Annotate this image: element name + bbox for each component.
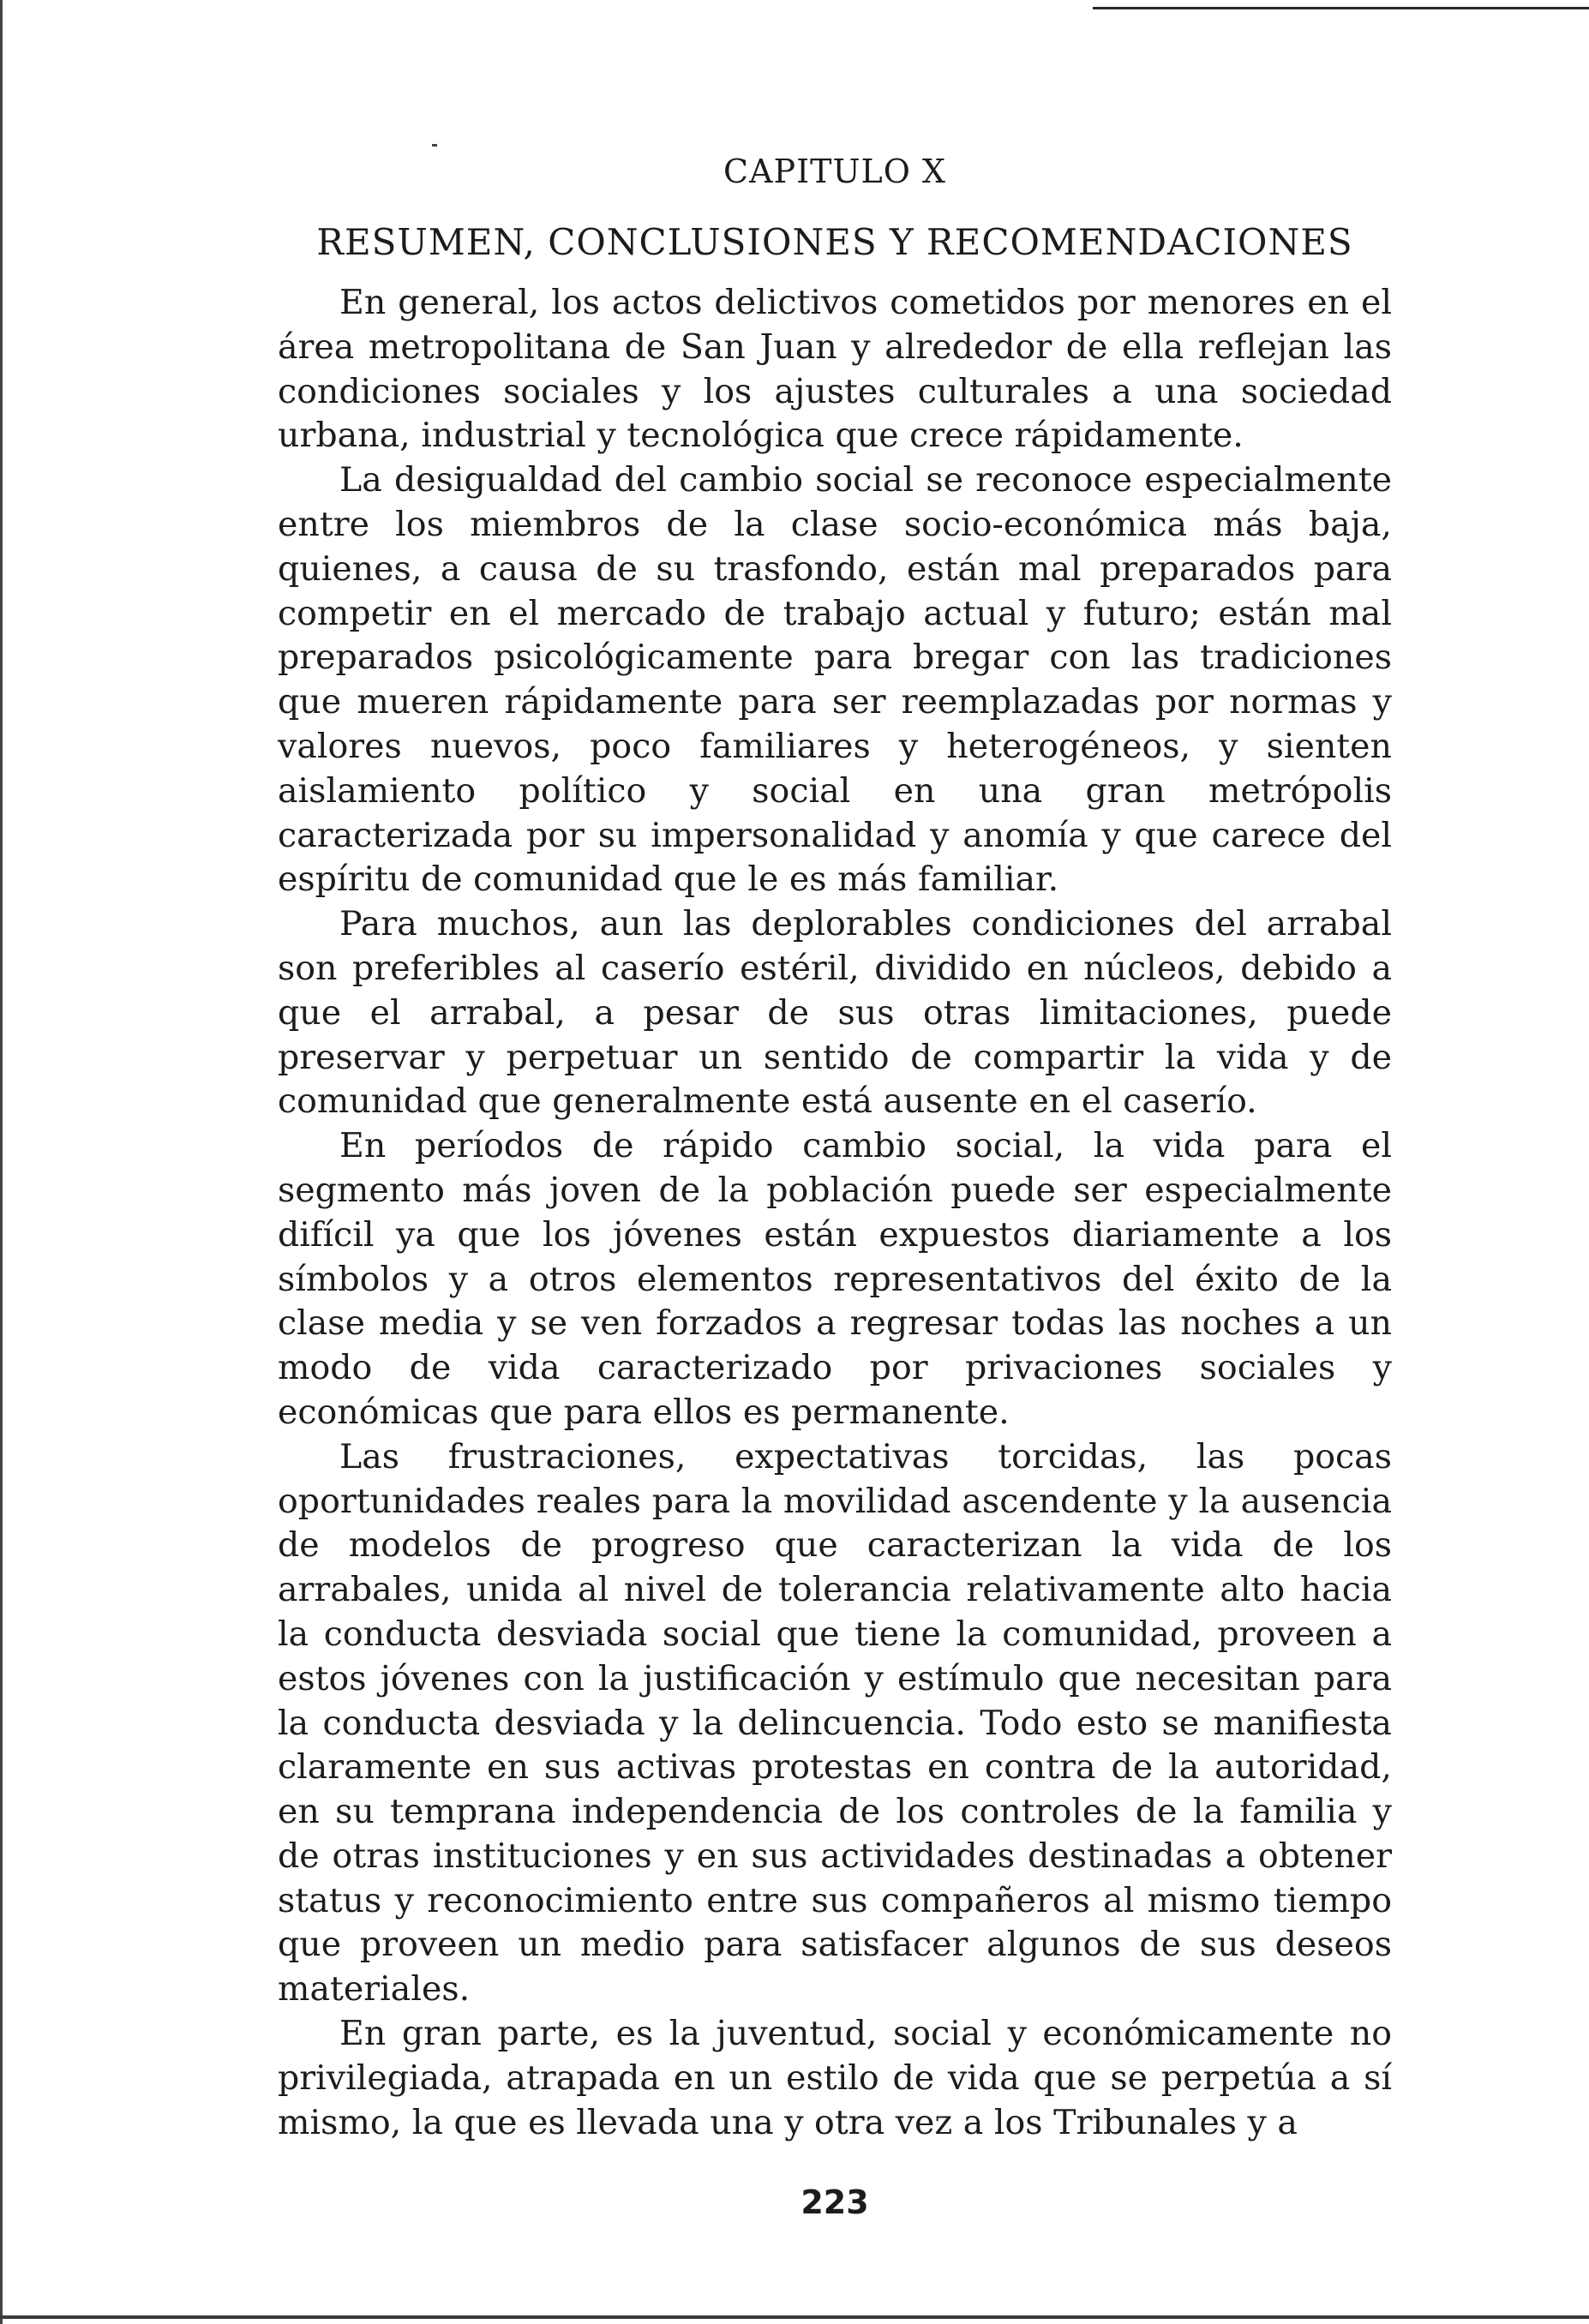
paragraph: Para muchos, aun las deplorables condiciones del arrabal son preferibles al caserío estéril, dividido en núcleos, debido a que el arrabal, a pesar de sus otras limitaciones, puede preservar y perpetuar un sentido de compartir la vida y de comunidad que generalmente está ausente en el caserío. <box>278 904 1392 1122</box>
scan-left-edge <box>0 0 3 2324</box>
scan-top-rule <box>1093 7 1589 9</box>
scan-speck <box>432 144 437 147</box>
page-number: 223 <box>800 2183 869 2221</box>
paragraph: En períodos de rápido cambio social, la vida para el segmento más joven de la población puede ser especialmente difícil ya que los jóvenes están expuestos diariamente a los símbolos y a otros elementos representativos del éxito de la clase media y se ven forzados a regresar todas las noches a un modo de vida caracterizado por privaciones sociales y económicas que para ellos es permanente. <box>278 1126 1392 1432</box>
chapter-title: RESUMEN, CONCLUSIONES Y RECOMENDACIONES <box>316 221 1353 263</box>
chapter-label: CAPITULO X <box>723 153 946 190</box>
paragraph: La desigualdad del cambio social se reconoce especialmente entre los miembros de la clase socio-económica más baja, quienes, a causa de su trasfondo, están mal preparados para competir en el mercado de trabajo actual y futuro; están mal preparados psicológicamente para bregar con las tradiciones que mueren rápidamente para ser reemplazadas por normas y valores nuevos, poco familiares y heterogéneos, y sienten aislamiento político y social en una gran metrópolis caracterizada por su impersonalidad y anomía y que carece del espíritu de comunidad que le es más familiar. <box>278 460 1392 900</box>
paragraph: En gran parte, es la juventud, social y económicamente no privilegiada, atrapada en un estilo de vida que se perpetúa a sí mismo, la que es llevada una y otra vez a los Tribunales y a <box>278 2014 1392 2142</box>
body-text <box>278 281 1392 2145</box>
scan-bottom-rule <box>0 2315 1589 2319</box>
paragraph: En general, los actos delictivos cometidos por menores en el área metropolitana de San Juan y alrededor de ella reflejan las condiciones sociales y los ajustes culturales a una sociedad urbana, industrial y tecnológica que crece rápidamente. <box>278 283 1392 456</box>
paragraph: Las frustraciones, expectativas torcidas, las pocas oportunidades reales para la movilidad ascendente y la ausencia de modelos de progreso que caracterizan la vida de los arrabales, unida al nivel de tolerancia relativamente alto hacia la conducta desviada social que tiene la comunidad, proveen a estos jóvenes con la justificación y estímulo que necesitan para la conducta desviada y la delincuencia. Todo esto se manifiesta claramente en sus activas protestas en contra de la autoridad, en su temprana independencia de los controles de la familia y de otras instituciones y en sus actividades destinadas a obtener status y reconocimiento entre sus compañeros al mismo tiempo que proveen un medio para satisfacer algunos de sus deseos materiales. <box>278 1436 1392 2010</box>
